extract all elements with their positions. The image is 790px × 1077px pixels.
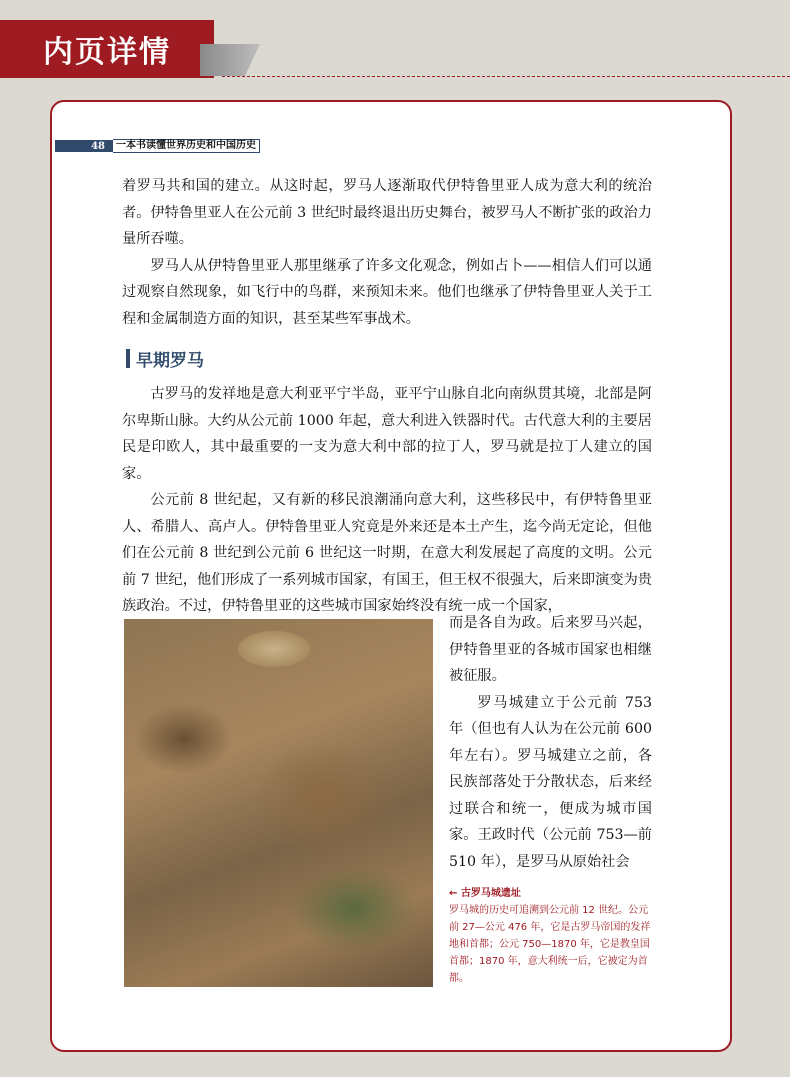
section-paragraph-2-continued: 而是各自为政。后来罗马兴起，伊特鲁里亚的各城市国家也相继被征服。 (449, 615, 652, 684)
section-paragraph-1: 古罗马的发祥地是意大利亚平宁半岛，亚平宁山脉自北向南纵贯其境，北部是阿尔卑斯山脉。大约从公元前 1000 年起，意大利进入铁器时代。古代意大利的主要居民是印欧人，其中最重要的一支为意大利中部的拉丁人，罗马就是拉丁人建立的国家。 (122, 386, 652, 482)
section-heading (126, 347, 204, 369)
section-heading-bar (126, 349, 130, 368)
banner-shadow-decoration (200, 44, 260, 76)
banner-title: 内页详情 (43, 35, 171, 70)
page-number: 48 (55, 140, 113, 152)
photo-caption (449, 885, 654, 987)
ancient-rome-ruins-photo (124, 619, 433, 987)
intro-text (122, 173, 652, 332)
section-paragraph-3: 罗马城建立于公元前 753 年（但也有人认为在公元前 600 年左右）。罗马城建立之前，各民族部落处于分散状态，后来经过联合和统一，便成为城市国家。王政时代（公元前 753—前 510 年），是罗马从原始社会 (449, 694, 652, 870)
intro-paragraph-1: 着罗马共和国的建立。从这时起，罗马人逐渐取代伊特鲁里亚人成为意大利的统治者。伊特鲁里亚人在公元前 3 世纪时最终退出历史舞台，被罗马人不断扩张的政治力量所吞噬。 (122, 178, 652, 247)
caption-body: 罗马城的历史可追溯到公元前 12 世纪。公元前 27—公元 476 年，它是古罗马帝国的发祥地和首都；公元 750—1870 年，它是教皇国首都；1870 年，意大利统一后，它被定为首都。 (449, 905, 651, 984)
book-page (50, 100, 732, 1052)
section-text (122, 381, 652, 620)
page-banner (0, 20, 214, 78)
running-head (55, 140, 311, 152)
book-title: 一本书读懂世界历史和中国历史 (113, 139, 260, 153)
caption-title: ← 古罗马城遗址 (449, 888, 521, 899)
section-heading-text: 早期罗马 (136, 350, 204, 371)
header-dashed-divider (222, 76, 790, 77)
section-paragraph-2: 公元前 8 世纪起，又有新的移民浪潮涌向意大利，这些移民中，有伊特鲁里亚人、希腊人、高卢人。伊特鲁里亚人究竟是外来还是本土产生，迄今尚无定论，但他们在公元前 8 世纪到公元前 6 世纪这一时期，在意大利发展起了高度的文明。公元前 7 世纪，他们形成了一系列城市国家，有国王，但王权不很强大，后来即演变为贵族政治。不过，伊特鲁里亚的这些城市国家始终没有统一成一个国家， (122, 492, 652, 614)
intro-paragraph-2: 罗马人从伊特鲁里亚人那里继承了许多文化观念，例如占卜——相信人们可以通过观察自然现象，如飞行中的鸟群，来预知未来。他们也继承了伊特鲁里亚人关于工程和金属制造方面的知识，甚至某些军事战术。 (122, 257, 652, 327)
right-column-text (449, 610, 652, 875)
